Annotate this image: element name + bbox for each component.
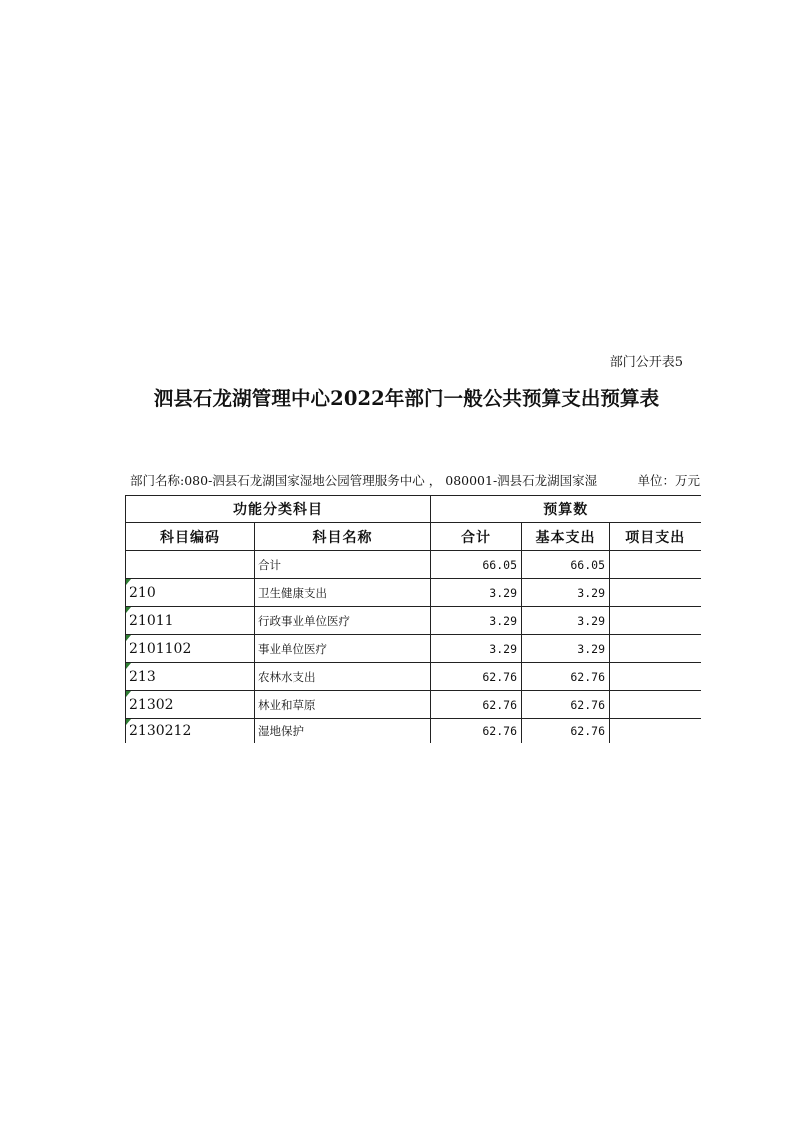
table-row: [126, 551, 701, 579]
column-header-row: [126, 523, 701, 551]
green-triangle-icon: [126, 719, 131, 725]
row-name: 行政事业单位医疗: [255, 607, 431, 635]
row-total: 3.29: [431, 607, 522, 635]
row-code: 2101102: [126, 635, 255, 663]
row-project: [610, 551, 701, 579]
row-name: 林业和草原: [255, 691, 431, 719]
table-row: [126, 579, 701, 607]
row-code: 21302: [126, 691, 255, 719]
table-row: [126, 719, 701, 744]
row-name: 农林水支出: [255, 663, 431, 691]
row-name: 卫生健康支出: [255, 579, 431, 607]
table-id-label: 部门公开表5: [609, 355, 683, 370]
row-total: 62.76: [431, 663, 522, 691]
budget-table: [125, 495, 701, 743]
row-project: [610, 635, 701, 663]
row-total: 62.76: [431, 691, 522, 719]
header-project: 项目支出: [610, 523, 701, 551]
unit-label: 单位：万元: [637, 473, 700, 488]
row-project: [610, 663, 701, 691]
row-code: 210: [126, 579, 255, 607]
row-basic: 3.29: [522, 579, 610, 607]
row-code: [126, 551, 255, 579]
green-triangle-icon: [126, 691, 131, 697]
row-code: 21011: [126, 607, 255, 635]
header-budget: 预算数: [431, 496, 701, 523]
table-row: [126, 691, 701, 719]
green-triangle-icon: [126, 579, 131, 585]
header-name: 科目名称: [255, 523, 431, 551]
header-function-class: 功能分类科目: [126, 496, 431, 523]
row-project: [610, 579, 701, 607]
header-total: 合计: [431, 523, 522, 551]
row-basic: 62.76: [522, 719, 610, 744]
green-triangle-icon: [126, 663, 131, 669]
row-code: 2130212: [126, 719, 255, 744]
document-title: 泗县石龙湖管理中心2022年部门一般公共预算支出预算表: [153, 387, 660, 410]
row-basic: 62.76: [522, 663, 610, 691]
table-row: [126, 607, 701, 635]
row-total: 62.76: [431, 719, 522, 744]
table-row: [126, 663, 701, 691]
department-name: 部门名称:080-泗县石龙湖国家湿地公园管理服务中心 ， 080001-泗县石龙湖国家湿: [130, 473, 598, 488]
green-triangle-icon: [126, 635, 131, 641]
table-row: [126, 635, 701, 663]
green-triangle-icon: [126, 607, 131, 613]
row-basic: 3.29: [522, 607, 610, 635]
row-total: 3.29: [431, 635, 522, 663]
header-basic: 基本支出: [522, 523, 610, 551]
meta-row: [130, 471, 700, 491]
row-project: [610, 719, 701, 744]
row-name: 事业单位医疗: [255, 635, 431, 663]
row-total: 3.29: [431, 579, 522, 607]
row-project: [610, 691, 701, 719]
row-basic: 3.29: [522, 635, 610, 663]
row-basic: 66.05: [522, 551, 610, 579]
header-code: 科目编码: [126, 523, 255, 551]
row-name: 合计: [255, 551, 431, 579]
row-project: [610, 607, 701, 635]
row-name: 湿地保护: [255, 719, 431, 744]
row-total: 66.05: [431, 551, 522, 579]
group-header-row: [126, 496, 701, 523]
row-code: 213: [126, 663, 255, 691]
row-basic: 62.76: [522, 691, 610, 719]
